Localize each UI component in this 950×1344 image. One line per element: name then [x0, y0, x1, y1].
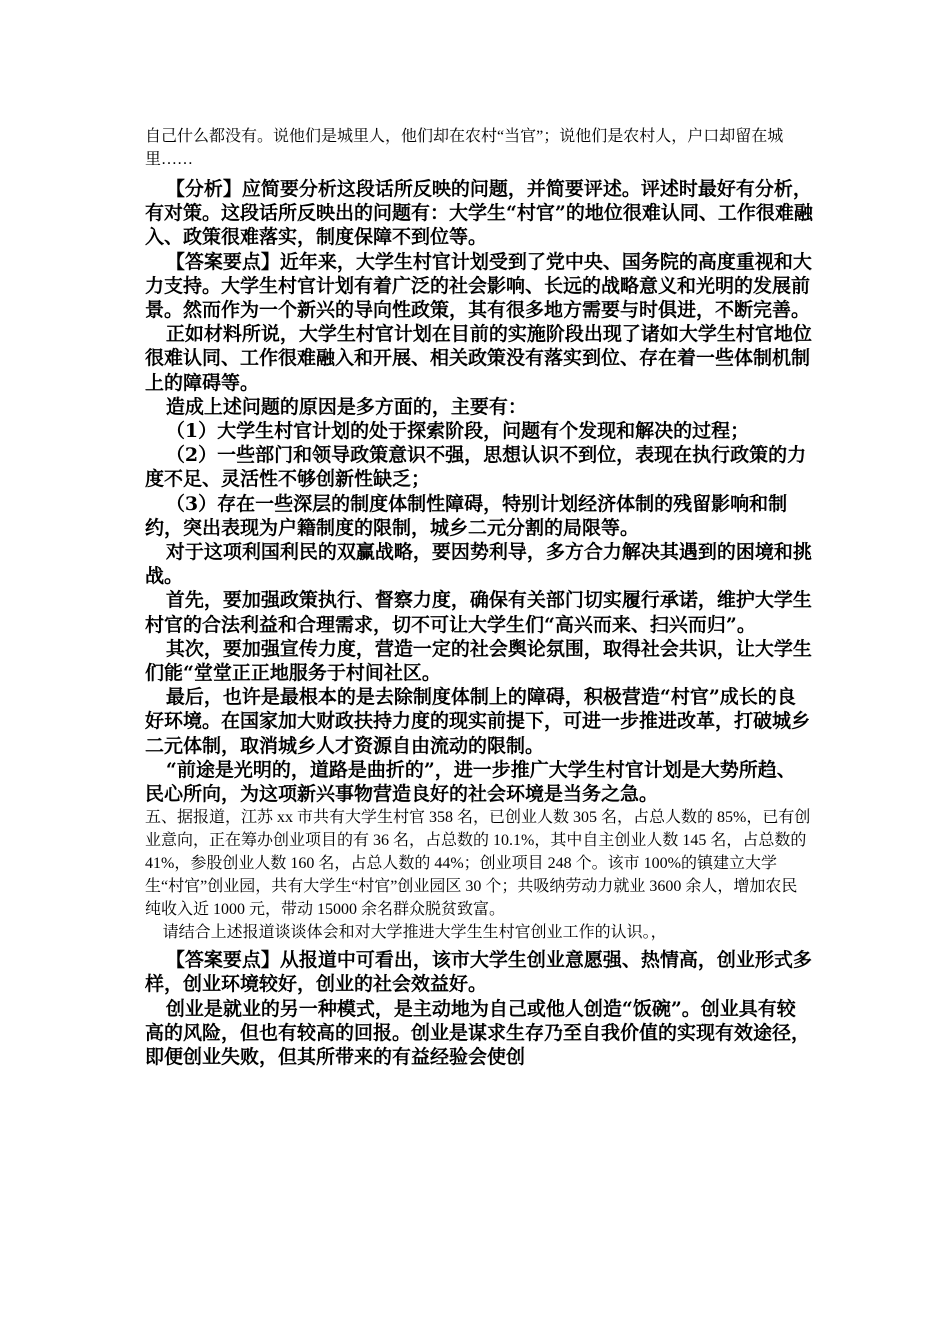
reason-2-paragraph: （2）一些部门和领导政策意识不强，思想认识不到位，表现在执行政策的力度不足、灵活性不够创新性缺乏； [145, 444, 807, 491]
material-paragraph: 正如材料所说，大学生村官计划在目前的实施阶段出现了诸如大学生村官地位很难认同、工作很难融入和开展、相关政策没有落实到位、存在着一些体制机制上的障碍等。 [145, 323, 812, 394]
future-paragraph: “前途是光明的，道路是曲折的”，进一步推广大学生村官计划是大势所趋、民心所向，为这项新兴事物营造良好的社会环境是当务之急。 [145, 758, 796, 806]
strategy-paragraph: 对于这项利国利民的双赢战略，要因势利导，多方合力解决其遇到的困境和挑战。 [145, 541, 812, 588]
last-measure-paragraph: 最后，也许是最根本的是去除制度体制上的障碍，积极营造“村官”成长的良好环境。在国家加大财政扶持力度的现实前提下，可进一步推进改革，打破城乡二元体制，取消城乡人才资源自由流动的限制。 [145, 686, 811, 757]
question-5-paragraph: 五、据报道，江苏 xx 市共有大学生村官 358 名，已创业人数 305 名，占总人数的 85%，已有创业意向，正在筹办创业项目的有 36 名，占总数的 10.1%，其中自主创业人数 145 名，占总数的 41%，参股创业人数 160 名，占总人数的 44%；创业项目 248 个。该市 100%的镇建立大学生“村官”创业园，共有大学生“村官”创业园区 30 个；共吸纳劳动力就业 3600 余人，增加农民纯收入近 1000 元，带动 15000 余名群众脱贫致富。 [145, 809, 811, 919]
question-5-ask-paragraph: 请结合上述报道谈谈体会和对大学推进大学生生村官创业工作的认识。， [162, 924, 667, 942]
analysis-paragraph: 【分析】应简要分析这段话所反映的问题，并简要评述。评述时最好有分析，有对策。这段话所反映出的问题有：大学生“村官”的地位很难认同、工作很难融入、政策很难落实，制度保障不到位等。 [145, 178, 813, 249]
document-page [145, 125, 813, 1069]
intro-paragraph: 自己什么都没有。说他们是城里人，他们却在农村“当官”；说他们是农村人，户口却留在城里…… [145, 128, 784, 168]
answer-points-paragraph: 【答案要点】近年来，大学生村官计划受到了党中央、国务院的高度重视和大力支持。大学生村官计划有着广泛的社会影响、长远的战略意义和光明的发展前景。然而作为一个新兴的导向性政策，其有很多地方需要与时俱进，不断完善。 [145, 250, 812, 322]
reasons-intro-paragraph: 造成上述问题的原因是多方面的，主要有： [165, 395, 527, 418]
reason-1-paragraph: （1）大学生村官计划的处于探索阶段，问题有个发现和解决的过程； [165, 420, 750, 443]
reason-3-paragraph: （3）存在一些深层的制度体制性障碍，特别计划经济体制的残留影响和制约，突出表现为户籍制度的限制，城乡二元分割的局限等。 [145, 492, 788, 539]
answer-points-2-paragraph: 【答案要点】从报道中可看出，该市大学生创业意愿强、热情高，创业形式多样，创业环境较好，创业的社会效益好。 [145, 949, 812, 996]
entrepreneurship-paragraph: 创业是就业的另一种模式，是主动地为自己或他人创造“饭碗”。创业具有较高的风险，但也有较高的回报。创业是谋求生存乃至自我价值的实现有效途径，即便创业失败，但其所带来的有益经验会使创 [145, 997, 811, 1069]
second-measure-paragraph: 其次，要加强宣传力度，营造一定的社会舆论氛围，取得社会共识，让大学生们能“堂堂正正地服务于村间社区。 [145, 637, 812, 685]
first-measure-paragraph: 首先，要加强政策执行、督察力度，确保有关部门切实履行承诺，维护大学生村官的合法利益和合理需求，切不可让大学生们“高兴而来、扫兴而归”。 [145, 589, 812, 636]
